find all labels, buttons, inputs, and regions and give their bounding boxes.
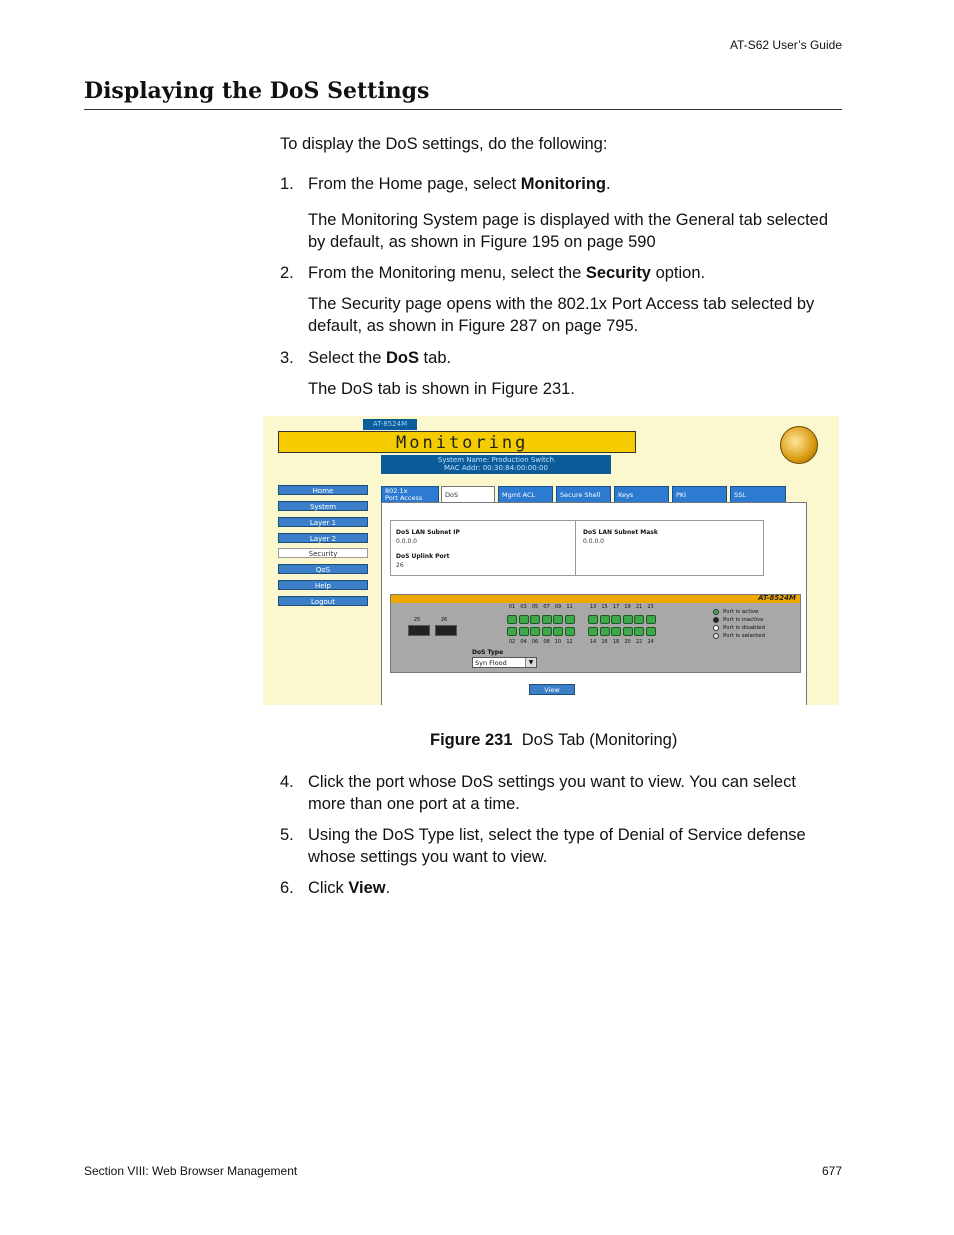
switch-port[interactable] bbox=[507, 615, 517, 624]
step-3-number: 3. bbox=[280, 349, 294, 367]
switch-top-bar bbox=[391, 595, 800, 603]
section-title: Displaying the DoS Settings bbox=[84, 78, 430, 104]
legend-disabled-icon bbox=[713, 625, 719, 631]
step-3-note: The DoS tab is shown in Figure 231. bbox=[308, 380, 575, 398]
switch-port[interactable] bbox=[530, 615, 540, 624]
port-label-bottom: 12 bbox=[566, 639, 573, 645]
lan-subnet-ip-value: 0.0.0.0 bbox=[396, 538, 417, 545]
port-label-bottom: 06 bbox=[531, 639, 539, 645]
switch-port[interactable] bbox=[553, 615, 563, 624]
switch-port[interactable] bbox=[542, 627, 552, 636]
switch-port[interactable] bbox=[600, 615, 610, 624]
allied-telesyn-logo-icon bbox=[780, 426, 818, 464]
switch-port[interactable] bbox=[565, 615, 575, 624]
port-label-top: 19 bbox=[624, 604, 631, 610]
step-4: Click the port whose DoS settings you want to view. You can select more than one port at a time. bbox=[308, 773, 796, 813]
port-label-top: 17 bbox=[612, 604, 620, 610]
step-6: Click View. bbox=[308, 879, 391, 897]
step-5-number: 5. bbox=[280, 826, 294, 844]
switch-port[interactable] bbox=[623, 627, 633, 636]
switch-port[interactable] bbox=[634, 615, 644, 624]
nav-home[interactable]: Home bbox=[278, 485, 368, 495]
port-label-top: 23 bbox=[647, 604, 654, 610]
nav-layer2[interactable]: Layer 2 bbox=[278, 533, 368, 543]
lan-subnet-mask-value: 0.0.0.0 bbox=[583, 538, 604, 545]
uplink-port-label: DoS Uplink Port bbox=[396, 553, 450, 560]
step-2-note: The Security page opens with the 802.1x Port Access tab selected by default, as shown in Figure 287 on page 795. bbox=[308, 295, 815, 335]
switch-port[interactable] bbox=[588, 615, 598, 624]
footer-page-number: 677 bbox=[821, 1164, 842, 1178]
view-button[interactable]: View bbox=[529, 684, 575, 695]
legend-inactive: Port is inactive bbox=[723, 617, 764, 623]
nav-qos[interactable]: QoS bbox=[278, 564, 368, 574]
dos-type-select[interactable] bbox=[472, 657, 537, 668]
switch-port[interactable] bbox=[565, 627, 575, 636]
step-1-note: The Monitoring System page is displayed with the General tab selected by default, as shown in Figure 195 on page 590 bbox=[308, 211, 829, 251]
step-6-number: 6. bbox=[280, 879, 294, 897]
step-1: From the Home page, select Monitoring. bbox=[308, 175, 611, 193]
tab-8021x-port-access[interactable] bbox=[381, 486, 439, 503]
figure-caption: Figure 231 DoS Tab (Monitoring) bbox=[430, 731, 678, 749]
step-3: Select the DoS tab. bbox=[308, 349, 452, 367]
port-label-top: 09 bbox=[554, 604, 562, 610]
switch-port[interactable] bbox=[553, 627, 563, 636]
step-1-number: 1. bbox=[280, 175, 294, 193]
uplink-port-26[interactable] bbox=[435, 625, 457, 636]
port-label-top: 07 bbox=[543, 604, 550, 610]
port-label-bottom: 20 bbox=[624, 639, 631, 645]
port-label-top: 13 bbox=[589, 604, 597, 610]
title-rule bbox=[84, 109, 842, 110]
port-label-bottom: 14 bbox=[589, 639, 597, 645]
uplink-label: 25 bbox=[413, 617, 421, 623]
uplink-port-25[interactable] bbox=[408, 625, 430, 636]
lan-subnet-ip-label: DoS LAN Subnet IP bbox=[396, 529, 460, 536]
switch-port[interactable] bbox=[611, 627, 621, 636]
port-label-bottom: 10 bbox=[554, 639, 562, 645]
port-label-top: 15 bbox=[601, 604, 608, 610]
switch-port[interactable] bbox=[634, 627, 644, 636]
mac-address: MAC Addr: 00:30:84:00:00:00 bbox=[444, 464, 548, 472]
tab-mgmt-acl[interactable]: Mgmt ACL bbox=[498, 486, 553, 503]
nav-layer1[interactable]: Layer 1 bbox=[278, 517, 368, 527]
port-label-bottom: 16 bbox=[601, 639, 608, 645]
step-4-number: 4. bbox=[280, 773, 294, 791]
tab-8021x-label-line1: 802.1x bbox=[385, 487, 408, 495]
tab-pki[interactable]: PKI bbox=[672, 486, 727, 503]
step-2-number: 2. bbox=[280, 264, 294, 282]
switch-front-panel bbox=[390, 594, 801, 673]
port-label-top: 05 bbox=[531, 604, 539, 610]
settings-divider bbox=[575, 521, 576, 575]
nav-logout[interactable]: Logout bbox=[278, 596, 368, 606]
switch-port[interactable] bbox=[507, 627, 517, 636]
tab-dos[interactable]: DoS bbox=[441, 486, 495, 504]
tab-ssl[interactable]: SSL bbox=[730, 486, 786, 503]
tab-secure-shell[interactable]: Secure Shell bbox=[556, 486, 611, 503]
port-label-bottom: 22 bbox=[635, 639, 643, 645]
port-label-bottom: 04 bbox=[520, 639, 527, 645]
port-label-bottom: 02 bbox=[508, 639, 516, 645]
switch-port[interactable] bbox=[519, 627, 529, 636]
uplink-label: 26 bbox=[440, 617, 448, 623]
uplink-port-value: 26 bbox=[396, 562, 404, 569]
switch-port[interactable] bbox=[646, 627, 656, 636]
chevron-down-icon: ▼ bbox=[525, 658, 536, 667]
dos-settings-box bbox=[390, 520, 764, 576]
port-label-bottom: 08 bbox=[543, 639, 550, 645]
tab-keys[interactable]: Keys bbox=[614, 486, 669, 503]
system-name: System Name: Production Switch bbox=[437, 456, 555, 464]
system-info-bar bbox=[381, 455, 611, 474]
monitoring-banner: Monitoring bbox=[278, 431, 636, 453]
switch-port[interactable] bbox=[530, 627, 540, 636]
port-label-top: 11 bbox=[566, 604, 573, 610]
nav-help[interactable]: Help bbox=[278, 580, 368, 590]
legend-selected: Port is selected bbox=[723, 633, 766, 639]
switch-port[interactable] bbox=[588, 627, 598, 636]
switch-port[interactable] bbox=[519, 615, 529, 624]
legend-active-icon bbox=[713, 609, 719, 615]
nav-security[interactable]: Security bbox=[278, 548, 368, 558]
dos-tab-screenshot bbox=[263, 416, 839, 705]
model-tab: AT-8524M bbox=[363, 419, 417, 430]
switch-port[interactable] bbox=[542, 615, 552, 624]
tab-8021x-label-line2: Port Access bbox=[385, 494, 423, 502]
switch-port[interactable] bbox=[600, 627, 610, 636]
step-5: Using the DoS Type list, select the type of Denial of Service defense whose settings you want to view. bbox=[308, 826, 806, 866]
port-label-top: 03 bbox=[520, 604, 527, 610]
legend-active: Port is active bbox=[723, 609, 759, 615]
dos-type-label: DoS Type bbox=[472, 649, 504, 656]
running-header: AT-S62 User’s Guide bbox=[729, 38, 842, 52]
port-label-bottom: 18 bbox=[612, 639, 620, 645]
footer-section: Section VIII: Web Browser Management bbox=[84, 1164, 298, 1178]
legend-disabled: Port is disabled bbox=[723, 625, 765, 631]
lan-subnet-mask-label: DoS LAN Subnet Mask bbox=[583, 529, 658, 536]
switch-brand: AT-8524M bbox=[758, 594, 796, 602]
nav-system[interactable]: System bbox=[278, 501, 368, 511]
step-2: From the Monitoring menu, select the Security option. bbox=[308, 264, 706, 282]
dos-type-value: Syn Flood bbox=[475, 659, 507, 667]
legend-inactive-icon bbox=[713, 617, 719, 623]
port-label-top: 01 bbox=[508, 604, 516, 610]
legend-selected-icon bbox=[713, 633, 719, 639]
port-label-top: 21 bbox=[635, 604, 643, 610]
intro-text: To display the DoS settings, do the following: bbox=[280, 135, 608, 153]
port-label-bottom: 24 bbox=[647, 639, 654, 645]
switch-port[interactable] bbox=[646, 615, 656, 624]
switch-port[interactable] bbox=[611, 615, 621, 624]
switch-port[interactable] bbox=[623, 615, 633, 624]
